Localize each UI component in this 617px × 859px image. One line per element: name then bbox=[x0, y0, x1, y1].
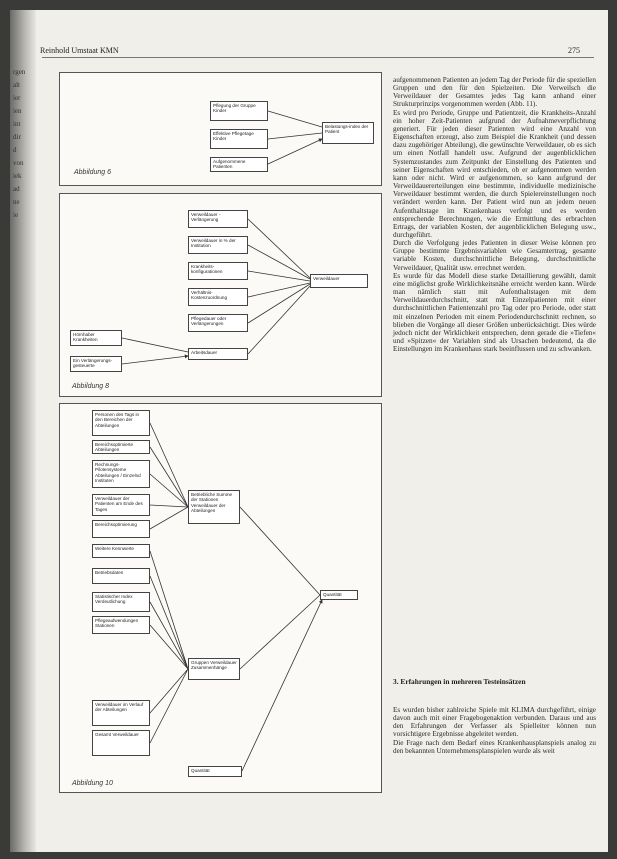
fig10-left-box: Verweildauer der Patienten am Ende des Tages bbox=[92, 494, 150, 516]
fig10-left-box: Pflegeaufwendungen Stationen bbox=[92, 616, 150, 634]
margin-fragment: ien bbox=[13, 107, 22, 115]
figure-8 bbox=[59, 193, 382, 397]
fig10-left-box: Weitere Kennwerte bbox=[92, 544, 150, 558]
running-head: Reinhold Umstaat KMN bbox=[40, 46, 119, 55]
margin-fragment: von bbox=[13, 159, 24, 167]
body-paragraph: aufgenommenen Patienten an jedem Tag der Periode für die speziellen Gruppen und den für den Spielzeiten. Die Verweilsch die Verweildauer der Gesamtes jedes Tag kann anhand einer Strukturprinzips vorgenommen werden (Abb. 11). bbox=[393, 76, 596, 109]
fig10-bottom-box: Quantität bbox=[188, 766, 242, 777]
text-column-part2 bbox=[393, 706, 596, 755]
header-rule bbox=[42, 57, 594, 58]
fig6-box-3: Aufgenommene Patienten bbox=[210, 157, 268, 172]
section-heading: 3. Erfahrungen in mehreren Testeinsätzen bbox=[393, 677, 526, 686]
text-column-part1 bbox=[393, 76, 596, 353]
fig8-left-box-2: Ein Verlängerungs-gesteuerte bbox=[70, 356, 122, 372]
fig6-target-box: Belastungs-index der Patient bbox=[322, 122, 374, 144]
figure-6 bbox=[59, 72, 382, 186]
page-number: 275 bbox=[568, 46, 580, 55]
body-paragraph: Es wird pro Periode, Gruppe und Patientzeit, die Krankheits-Anzahl ein hoher Zeit-Patienten aufgrund der Aufnahmeverpflichtung generiert. Für jeden dieser Patienten wird eine Anzahl von Eigenschaften erzeugt, also zum Beispiel die Krankheit (und dessen dazu zugehöriger Abteilung), die gewünschte Verweildauer, ob es sich um einen Notfall handelt usw. Aufgrund der augenblicklichen Systemzustandes zum Zeitpunkt der Einstellung des Patienten und seiner Eigenschaften wird entschieden, ob er aufgenommen werden kann oder nicht. Wird er aufgenommen, so kann aufgrund der Verweildauererteilungen eine bestimmte, individuelle medizinische Verweildauer bestimmt werden, die durch Spielereinstellungen noch verändert werden kann. Der Patient wird nun an jedem neuen Aufenthaltstage im Krankenhaus verfolgt und es werden entsprechende Berechnungen, wie die Ermittlung des erbrachten Ertrags, der variablen Kosten, der augenblicklichen Belegung usw., durchgeführt. bbox=[393, 108, 596, 239]
fig10-target-box: Quantität bbox=[320, 590, 358, 600]
fig6-box-2: Effektive Pflegetage Kinder bbox=[210, 129, 268, 149]
fig8-target-box: Verweildauer bbox=[310, 274, 368, 288]
fig8-box-3: Krankheits-konfigurationen bbox=[188, 262, 248, 280]
fig8-caption: Abbildung 8 bbox=[72, 383, 109, 390]
fig10-left-box: Rechnungs-Pilotensysteme Abteilungen / Einzelnd Instituten bbox=[92, 460, 150, 488]
margin-fragment: dir bbox=[13, 133, 21, 141]
fig10-mid-bottom-box: Gruppen Verweildauer Zusammenhänge bbox=[188, 658, 240, 680]
margin-fragment: int bbox=[13, 120, 21, 128]
body-paragraph: Es wurde für das Modell diese starke Detaillierung gewählt, damit eine möglichst große Wirklichkeitsnähe erreicht werden kann. Würde man nämlich statt mit Aufenthaltstagen mit dem Verweildauerdurchschnitt, statt mit Einzelpatienten mit einer durchschnittlichen Patientenzahl pro Tag oder pro Periode, oder statt mit einzelnen Perioden mit einem Periodendurchschnitt rechnen, so blieben die Vorgänge all dieser Größen unberücksichtigt. Dies würde jedoch nicht der Wirklichkeit entsprechen, denn gerade die »Tiefen« und »Spitzen« der Variablen sind als Ursachen bedeutend, da die Einstellungen im Krankenhaus stark beeinflussen und zu schwanken. bbox=[393, 271, 596, 354]
fig8-arrows bbox=[60, 194, 381, 396]
margin-fragment: ie bbox=[13, 211, 19, 219]
margin-fragment: rgen bbox=[13, 68, 26, 76]
margin-fragment: iek bbox=[13, 172, 22, 180]
fig10-left-box: Personen des Tags in den Bereichen der Abteilungen bbox=[92, 410, 150, 436]
body-paragraph: Durch die Verfolgung jedes Patienten in dieser Weise können pro Gruppe bestimmte Ergebnisvariablen wie Gesamtertrag, gesamte variable Kosten, durchschnittliche Belegung, durchschnittliche Verweildauer, Qualität usw. errechnet werden. bbox=[393, 239, 596, 272]
fig10-left-box: Bereichsoptimierung bbox=[92, 520, 150, 538]
fig10-caption: Abbildung 10 bbox=[72, 780, 113, 787]
fig8-box-2: Verweildauer in % der Institution bbox=[188, 236, 248, 254]
fig10-left-box: Gesamt Verweildauer bbox=[92, 730, 150, 756]
margin-fragment: alt bbox=[13, 81, 20, 89]
fig8-box-1: Verweildauer - Verlängerung bbox=[188, 210, 248, 228]
fig6-box-1: Pflegung der Gruppe Kinder bbox=[210, 101, 268, 121]
fig8-box-5: Pflegedauer oder Verlängerungen bbox=[188, 314, 248, 332]
margin-fragment: ier bbox=[13, 94, 21, 102]
fig10-mid-top-box: Betriebliche Summe der Stationen Verweildauer der Abteilungen bbox=[188, 490, 240, 524]
fig10-left-box: Statistischer Index Verdeutlichung bbox=[92, 592, 150, 612]
fig10-left-box: Betriebsdaten bbox=[92, 568, 150, 584]
margin-fragment: ad bbox=[13, 185, 20, 193]
fig8-box-4: Verhältnis-Kostenzuordnung bbox=[188, 288, 248, 306]
margin-fragment: ne bbox=[13, 198, 20, 206]
fig10-left-box: Bereichsoptimierte Abteilungen bbox=[92, 440, 150, 454]
fig6-caption: Abbildung 6 bbox=[74, 169, 111, 176]
body-paragraph: Die Frage nach dem Bedarf eines Krankenhausplanspiels analog zu den bekannten Unternehmensplanspielen wurde als weit bbox=[393, 738, 596, 755]
figure-10 bbox=[59, 403, 382, 793]
body-paragraph: Es wurden bisher zahlreiche Spiele mit KLIMA durchgeführt, einige davon auch mit einer Fragebogenaktion verbunden. Daraus und aus den Erfahrungen der Verfasser als Spielleiter können nun vorsichtigere Ergebnisse abgeleitet werden. bbox=[393, 706, 596, 739]
fig8-mid-box: Arbeitsdauer bbox=[188, 348, 248, 360]
fig8-left-box-1: Hörnhaber Krankheiten bbox=[70, 330, 122, 346]
document-page bbox=[10, 10, 608, 852]
fig10-left-box: Verweildauer im Verlauf der Abteilungen bbox=[92, 700, 150, 726]
margin-fragment: d bbox=[13, 146, 17, 154]
